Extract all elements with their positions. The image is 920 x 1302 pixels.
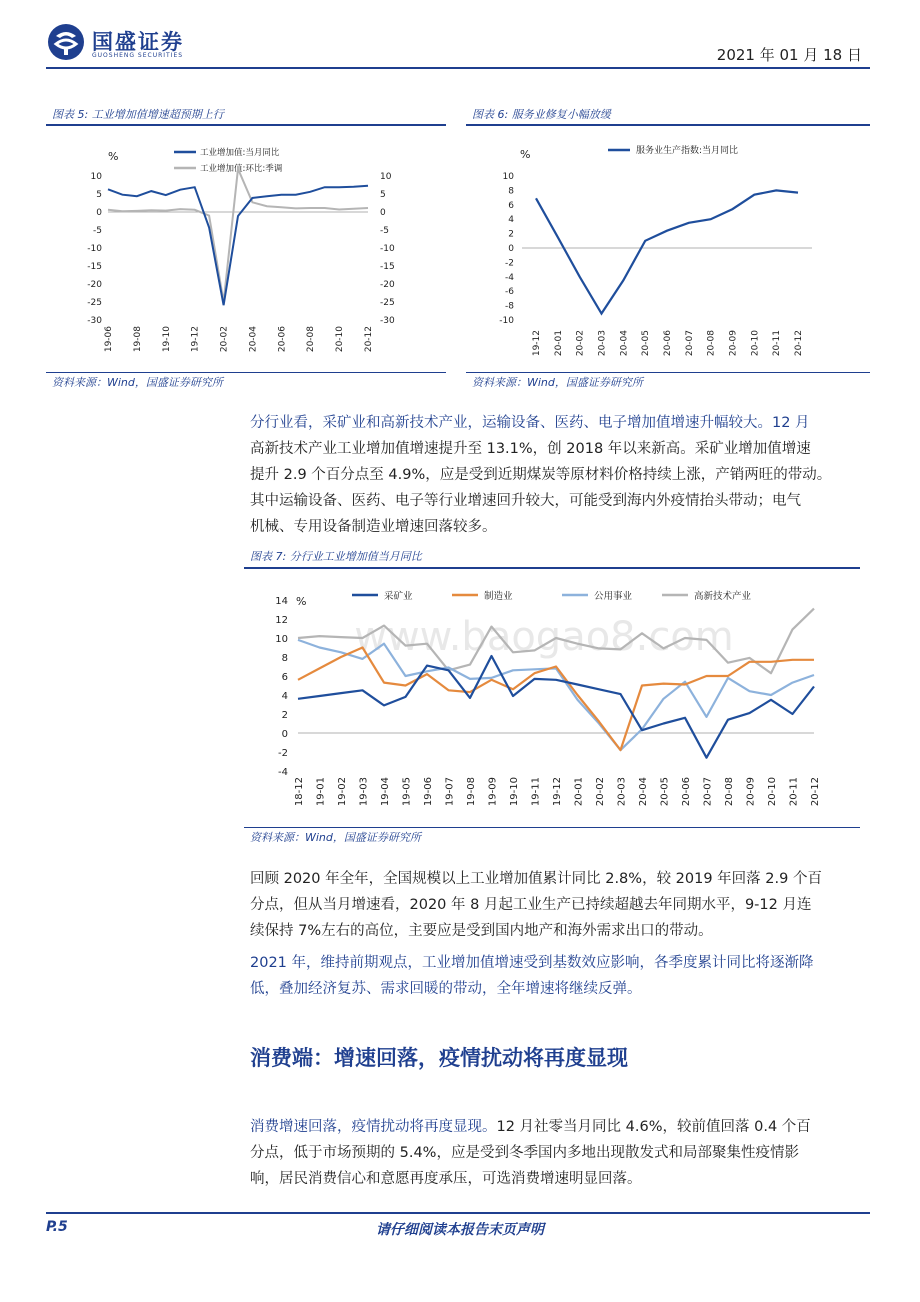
- x-tick: 19-03: [358, 777, 370, 807]
- figure5-title: 图表 5: 工业增加值增速超预期上行: [52, 108, 224, 121]
- x-tick: 20-02: [595, 777, 606, 807]
- para3-line: 2021 年，维持前期观点，工业增加值增速受到基数效应影响，各季度累计同比将逐渐降: [250, 955, 814, 971]
- figure5-bottom-rule: [46, 372, 446, 373]
- x-tick: 19-12: [190, 326, 201, 353]
- x-tick: 19-02: [337, 777, 348, 807]
- y-tick: 10: [275, 634, 288, 645]
- x-tick: 20-05: [659, 777, 671, 807]
- x-tick: 20-02: [219, 326, 230, 353]
- section-title: 消费端：增速回落，疫情扰动将再度显现: [250, 1046, 628, 1070]
- x-tick: 20-11: [772, 330, 783, 357]
- legend-label: 公用事业: [594, 591, 633, 602]
- figure5-source: 资料来源：Wind，国盛证券研究所: [52, 376, 223, 389]
- x-tick: 20-05: [641, 330, 652, 357]
- x-tick: 20-12: [810, 777, 821, 807]
- y-tick-right: -25: [380, 298, 395, 308]
- para4-line: 响，居民消费信心和意愿再度承压，可选消费增速明显回落。: [250, 1171, 642, 1187]
- footer-divider: [46, 1212, 870, 1214]
- x-tick: 19-05: [401, 777, 413, 807]
- footer-disclaimer: 请仔细阅读本报告末页声明: [376, 1222, 544, 1238]
- y-tick-left: -25: [87, 298, 102, 308]
- y-tick-right: 10: [380, 172, 392, 182]
- x-tick: 19-08: [466, 777, 477, 807]
- y-tick-right: -10: [380, 244, 395, 254]
- paragraph-consumption: [250, 1114, 870, 1192]
- x-tick: 20-12: [364, 326, 374, 353]
- y-tick-right: -20: [380, 280, 395, 290]
- y-tick-left: -5: [93, 226, 102, 236]
- x-tick: 20-10: [335, 326, 346, 353]
- para4-line: 分点，低于市场预期的 5.4%，应是受到冬季国内多地出现散发式和局部聚集性疫情影: [250, 1145, 799, 1161]
- figure7-bottom-rule: [244, 827, 860, 828]
- header-divider: [46, 67, 870, 69]
- x-tick: 20-04: [619, 330, 630, 357]
- x-tick: 19-04: [380, 777, 391, 807]
- para4-line: [250, 1114, 870, 1140]
- legend-label: 采矿业: [384, 591, 413, 602]
- paragraph-review: [250, 866, 870, 944]
- series-line: [108, 186, 368, 306]
- x-tick: 19-06: [423, 777, 434, 807]
- para2-line: 分点，但从当月增速看，2020 年 8 月起工业生产已持续超越去年同期水平，9-12 月连: [250, 897, 812, 913]
- y-tick: 4: [508, 215, 514, 226]
- brand-name-en: GUOSHENG SECURITIES: [92, 52, 184, 59]
- figure6-title: 图表 6: 服务业修复小幅放缓: [472, 108, 611, 121]
- figure7-source: 资料来源：Wind，国盛证券研究所: [250, 831, 421, 844]
- figure5-top-rule: [46, 124, 446, 126]
- report-date: 2021 年 01 月 18 日: [716, 46, 862, 64]
- x-tick: 20-09: [745, 777, 757, 807]
- para1-line: 提升 2.9 个百分点至 4.9%，应是受到近期煤炭等原材料价格持续上涨，产销两旺的带动。: [250, 467, 832, 483]
- y-tick: -6: [505, 287, 514, 298]
- x-tick: 20-04: [248, 326, 259, 353]
- y-tick: 10: [502, 172, 514, 182]
- y-tick: 8: [281, 653, 288, 664]
- para3-line: 低，叠加经济复苏、需求回暖的带动，全年增速将继续反弹。: [250, 981, 642, 997]
- y-tick: 6: [281, 672, 288, 683]
- y-tick: -4: [505, 272, 514, 283]
- brand-logo-icon: [46, 22, 86, 66]
- y-tick: 0: [281, 729, 288, 740]
- y-tick: 4: [281, 691, 288, 702]
- x-tick: 20-09: [728, 330, 739, 357]
- para2-line: 续保持 7%左右的高位，主要应是受到国内地产和海外需求出口的带动。: [250, 923, 713, 939]
- y-tick: 12: [275, 615, 288, 626]
- x-tick: 20-06: [663, 330, 673, 357]
- y-tick: -8: [505, 301, 514, 312]
- legend-label: 工业增加值:环比:季调: [200, 164, 283, 174]
- x-tick: 20-01: [573, 777, 585, 807]
- x-tick: 18-12: [294, 777, 305, 807]
- figure7-top-rule: [244, 567, 860, 569]
- x-tick: 19-11: [530, 777, 542, 807]
- y-tick-left: -15: [87, 262, 102, 272]
- figure5-chart: [46, 130, 446, 370]
- y-tick-right: 5: [380, 190, 386, 200]
- x-tick: 19-09: [487, 777, 499, 807]
- unit-label: %: [108, 150, 119, 163]
- y-tick: 2: [508, 229, 514, 240]
- x-tick: 19-01: [315, 777, 327, 807]
- x-tick: 20-08: [724, 777, 735, 807]
- x-tick: 20-07: [684, 330, 695, 357]
- series-line: [536, 190, 798, 313]
- x-tick: 20-02: [575, 330, 586, 357]
- paragraph-industry: [250, 410, 870, 540]
- paragraph-outlook: [250, 950, 870, 1002]
- x-tick: 19-07: [444, 777, 456, 807]
- para1-line: 分行业看，采矿业和高新技术产业，运输设备、医药、电子增加值增速升幅较大。12 月: [250, 415, 810, 431]
- y-tick-left: -20: [87, 280, 102, 290]
- x-tick: 20-04: [638, 777, 649, 807]
- y-tick-right: -30: [380, 316, 395, 326]
- para1-line: 机械、专用设备制造业增速回落较多。: [250, 519, 497, 535]
- y-tick-left: 5: [96, 190, 102, 200]
- para4-rest: 12 月社零当月同比 4.6%，较前值回落 0.4 个百: [496, 1119, 811, 1135]
- y-tick-left: 10: [90, 172, 102, 182]
- x-tick: 20-01: [553, 330, 564, 357]
- unit-label: %: [520, 148, 531, 161]
- y-tick-right: -5: [380, 226, 389, 236]
- page-number: P.5: [46, 1219, 68, 1235]
- legend-label: 服务业生产指数:当月同比: [636, 146, 739, 156]
- y-tick: 6: [508, 200, 514, 211]
- x-tick: 20-08: [306, 326, 317, 353]
- x-tick: 20-11: [788, 777, 800, 807]
- legend-label: 制造业: [484, 591, 513, 602]
- y-tick-right: 0: [380, 208, 386, 218]
- x-tick: 19-08: [132, 326, 143, 353]
- x-tick: 20-06: [681, 777, 692, 807]
- series-line: [108, 169, 368, 302]
- legend-label: 工业增加值:当月同比: [200, 148, 280, 158]
- figure6-chart: [466, 130, 870, 370]
- watermark-text: www.baogao8.com: [354, 614, 734, 660]
- y-tick: 14: [275, 596, 288, 607]
- y-tick: -2: [278, 748, 288, 759]
- x-tick: 20-06: [277, 326, 288, 353]
- x-tick: 20-12: [794, 330, 804, 357]
- para2-line: 回顾 2020 年全年，全国规模以上工业增加值累计同比 2.8%，较 2019 年回落 2.9 个百: [250, 871, 822, 887]
- unit-label: %: [296, 595, 307, 608]
- y-tick: 0: [508, 244, 514, 254]
- y-tick-left: -30: [87, 316, 102, 326]
- legend-label: 高新技术产业: [694, 591, 752, 602]
- x-tick: 19-12: [532, 330, 542, 357]
- y-tick: -2: [505, 258, 514, 269]
- x-tick: 20-10: [750, 330, 761, 357]
- y-tick: 8: [508, 186, 514, 197]
- y-tick: -10: [499, 316, 514, 326]
- x-tick: 19-06: [104, 326, 114, 353]
- para1-line: 高新技术产业工业增加值增速提升至 13.1%，创 2018 年以来新高。采矿业增加值增速: [250, 441, 811, 457]
- x-tick: 20-10: [767, 777, 778, 807]
- figure6-source: 资料来源：Wind，国盛证券研究所: [472, 376, 643, 389]
- figure6-top-rule: [466, 124, 870, 126]
- y-tick: 2: [281, 710, 288, 721]
- x-tick: 20-03: [616, 777, 628, 807]
- y-tick-left: 0: [96, 208, 102, 218]
- para1-line: 其中运输设备、医药、电子等行业增速回升较大，可能受到海内外疫情抬头带动；电气: [250, 493, 801, 509]
- x-tick: 19-10: [509, 777, 520, 807]
- x-tick: 20-08: [706, 330, 717, 357]
- brand-name: 国盛证券: [92, 30, 184, 54]
- y-tick-left: -10: [87, 244, 102, 254]
- x-tick: 20-03: [597, 330, 608, 357]
- figure7-chart: [244, 572, 860, 826]
- x-tick: 19-12: [552, 777, 563, 807]
- figure7-title: 图表 7: 分行业工业增加值当月同比: [250, 550, 422, 563]
- x-tick: 19-10: [161, 326, 172, 353]
- y-tick: -4: [278, 767, 288, 778]
- figure6-bottom-rule: [466, 372, 870, 373]
- x-tick: 20-07: [702, 777, 714, 807]
- para4-lead: 消费增速回落，疫情扰动将再度显现。: [250, 1119, 497, 1135]
- y-tick-right: -15: [380, 262, 395, 272]
